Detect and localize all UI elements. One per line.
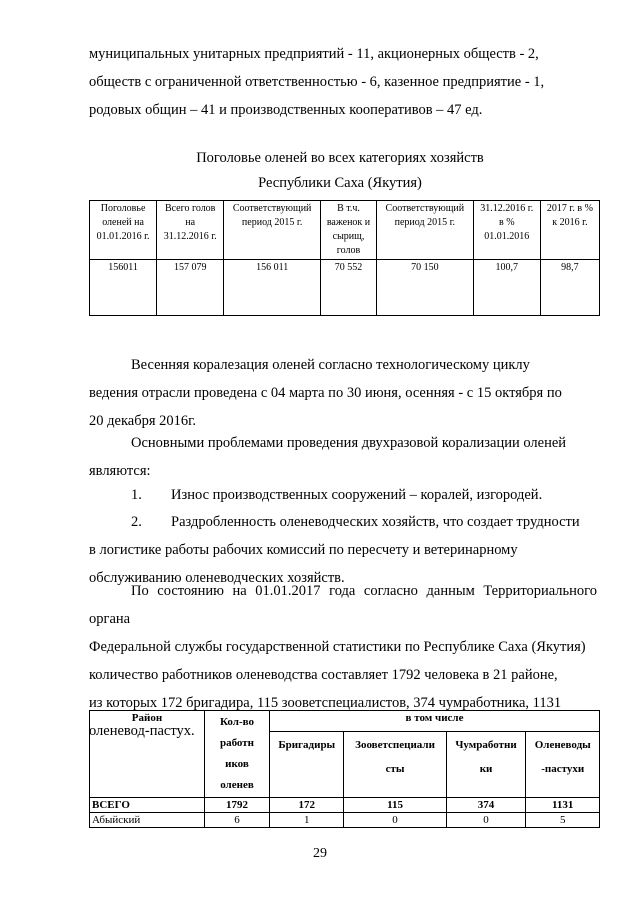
table-cell: 1792	[205, 798, 270, 813]
para3-line-1: По состоянию на 01.01.2017 года согласно данным Территориального органа	[89, 583, 597, 627]
header-text: Оленеводы	[534, 739, 591, 751]
header-text: на	[185, 217, 196, 228]
header-text: к 2016 г.	[552, 217, 588, 228]
table-cell: 374	[446, 798, 526, 813]
list-number-2: 2.	[131, 514, 142, 530]
header-text: сты	[385, 763, 405, 775]
intro-line-2: обществ с ограниченной ответственностью - 6, казенное предприятие - 1,	[89, 74, 545, 90]
header-text: 31.12.2016 г.	[480, 203, 534, 214]
col-header-group: в том числе	[270, 711, 600, 732]
intro-line-1: муниципальных унитарных предприятий - 11, акционерных обществ - 2,	[89, 46, 539, 62]
header-text: оленей на	[102, 217, 144, 228]
header-text: Всего голов	[164, 203, 216, 214]
paragraph-problems	[89, 429, 597, 485]
header-text: 2017 г. в %	[546, 203, 593, 214]
header-text: работн	[219, 737, 255, 749]
intro-line-3: родовых общин – 41 и производственных кооперативов – 47 ед.	[89, 102, 483, 118]
header-text: 31.12.2016 г.	[163, 231, 217, 242]
reindeer-livestock-table	[89, 200, 600, 316]
list-text-2: Раздробленность оленеводческих хозяйств, что создает трудности	[171, 514, 580, 530]
header-text: Кол-во	[220, 716, 254, 728]
header-text: период 2015 г.	[394, 217, 456, 228]
table-cell: 70 552	[321, 260, 377, 316]
table-header-row	[90, 201, 600, 260]
table-cell: Абыйский	[90, 813, 205, 828]
header-text: иков	[225, 758, 249, 770]
table-header-row	[90, 711, 600, 732]
col-header	[321, 201, 377, 260]
header-text: важенок и	[326, 217, 371, 228]
col-header	[90, 201, 157, 260]
list-text-1: Износ производственных сооружений – коралей, изгородей.	[171, 487, 543, 503]
table-cell: 1131	[526, 798, 600, 813]
col-header	[344, 732, 446, 798]
para1-line-1: Весенняя коралезация оленей согласно технологическому циклу	[131, 357, 530, 373]
header-text: 01.01.2016	[484, 231, 530, 242]
table-cell: 115	[344, 798, 446, 813]
table-cell: 5	[526, 813, 600, 828]
table-cell: 6	[205, 813, 270, 828]
paragraph-corralization	[89, 351, 597, 435]
col-header	[446, 732, 526, 798]
header-text: 01.01.2016 г.	[96, 231, 150, 242]
table-cell: 70 150	[376, 260, 473, 316]
table-cell: 1	[270, 813, 344, 828]
header-text: -пастухи	[541, 763, 585, 775]
table-cell: 0	[344, 813, 446, 828]
col-header	[526, 732, 600, 798]
para1-line-2: ведения отрасли проведена с 04 марта по 30 июня, осенняя - с 15 октября по	[89, 385, 562, 401]
table-cell: ВСЕГО	[90, 798, 205, 813]
header-text: Соответствующий	[385, 203, 465, 214]
header-text: период 2015 г.	[241, 217, 303, 228]
col-header	[270, 732, 344, 798]
para3-line-3: количество работников оленеводства составляет 1792 человека в 21 районе,	[89, 667, 558, 683]
col-header	[540, 201, 599, 260]
header-text: Чумработни	[455, 739, 517, 751]
header-text: оленев	[220, 779, 254, 791]
table-row	[90, 813, 600, 828]
table1-title-line-1: Поголовье оленей во всех категориях хозяйств	[196, 150, 484, 166]
para2-line-1: Основными проблемами проведения двухразовой корализации оленей	[131, 435, 567, 451]
list-text-2-line-2: в логистике работы рабочих комиссий по пересчету и ветеринарному	[89, 542, 518, 558]
list-text-2-line-3: обслуживанию оленеводческих хозяйств.	[89, 570, 345, 586]
para3-line-2: Федеральной службы государственной статистики по Республике Саха (Якутия)	[89, 639, 586, 655]
col-header	[376, 201, 473, 260]
page-number: 29	[313, 846, 327, 861]
col-header-rayon: Район	[90, 711, 205, 798]
table-row	[90, 260, 600, 316]
header-text: голов	[336, 245, 361, 256]
header-text: сырищ,	[332, 231, 365, 242]
header-text: Поголовье	[100, 203, 146, 214]
para2-line-2: являются:	[89, 463, 151, 479]
para1-line-3: 20 декабря 2016г.	[89, 413, 197, 429]
table-cell: 0	[446, 813, 526, 828]
header-text: в %	[499, 217, 515, 228]
table1-title-line-2: Республики Саха (Якутия)	[258, 175, 422, 191]
table-cell: 98,7	[540, 260, 599, 316]
list-item-1	[89, 481, 597, 509]
header-text: Бригадиры	[278, 739, 336, 751]
table-cell: 156 011	[224, 260, 321, 316]
col-header-count	[205, 711, 270, 798]
col-header	[224, 201, 321, 260]
col-header	[473, 201, 540, 260]
table-cell: 157 079	[157, 260, 224, 316]
header-text: ки	[479, 763, 493, 775]
table-row	[90, 798, 600, 813]
header-text: В т.ч.	[337, 203, 360, 214]
table-cell: 100,7	[473, 260, 540, 316]
table-cell: 156011	[90, 260, 157, 316]
table-cell: 172	[270, 798, 344, 813]
header-text: Соответствующий	[232, 203, 312, 214]
workers-table	[89, 710, 600, 828]
header-text: Зооветспециали	[355, 739, 435, 751]
para3-line-5: оленевод-пастух.	[89, 723, 195, 739]
col-header	[157, 201, 224, 260]
para3-line-4: из которых 172 бригадира, 115 зооветспециалистов, 374 чумработника, 1131	[89, 695, 562, 711]
intro-paragraph	[89, 40, 597, 124]
list-number-1: 1.	[131, 487, 142, 503]
